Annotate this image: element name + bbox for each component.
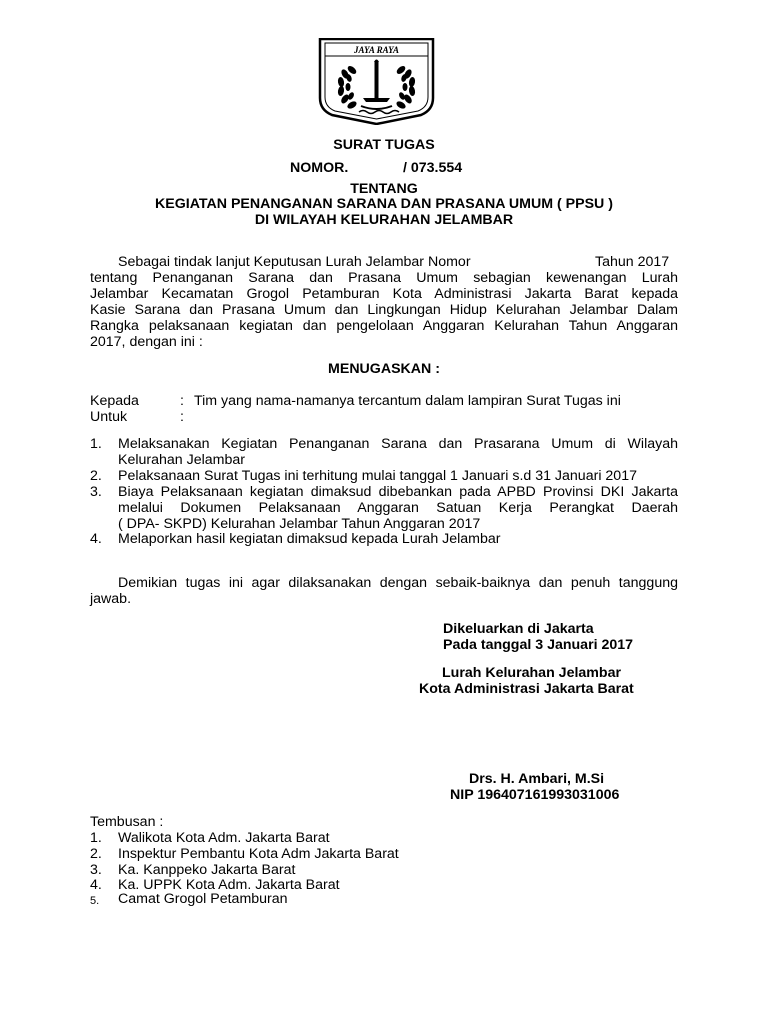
intro-line-4: Kasie Sarana dan Prasana Umum dan Lingkungan Hidup Kelurahan Jelambar Dalam [90,302,678,318]
task-1-line-1: Melaksanakan Kegiatan Penanganan Sarana dan Prasarana Umum di Wilayah [118,436,678,452]
task-1-line-2: Kelurahan Jelambar [118,452,245,468]
tembusan-number: 2. [90,846,102,862]
intro-line-2: tentang Penanganan Sarana dan Prasana Umum sebagian kewenangan Lurah [90,270,678,286]
signatory-name: Drs. H. Ambari, M.Si [469,771,605,787]
untuk-label: Untuk [90,409,128,425]
menugaskan-heading: MENUGASKAN : [328,361,440,377]
intro-line-5: Rangka pelaksanaan kegiatan dan pengelolaan Anggaran Kelurahan Tahun Anggaran [90,318,678,334]
tentang-heading: TENTANG [350,181,418,197]
kepada-value: Tim yang nama-namanya tercantum dalam lampiran Surat Tugas ini [194,393,621,409]
document-title: SURAT TUGAS [333,137,435,153]
intro-line-3: Jelambar Kecamatan Grogol Petamburan Kota Administrasi Jakarta Barat kepada [90,286,678,302]
tembusan-item: Inspektur Pembantu Kota Adm Jakarta Barat [118,846,399,862]
tembusan-number: 1. [90,830,102,846]
nomor-label: NOMOR. [290,160,349,176]
subject-line-1: KEGIATAN PENANGANAN SARANA DAN PRASANA UMUM ( PPSU ) [155,196,613,212]
task-number: 1. [90,436,102,452]
intro-line-6: 2017, dengan ini : [90,334,203,350]
emblem-motto: JAYA RAYA [354,45,399,55]
dki-jakarta-emblem [317,38,436,125]
kepada-colon: : [180,393,184,409]
tembusan-number: 4. [90,877,102,893]
task-3-line-2: melalui Dokumen Pelaksanaan Anggaran Satuan Kerja Perangkat Daerah [118,500,678,516]
subject-line-2: DI WILAYAH KELURAHAN JELAMBAR [254,212,514,228]
task-3-line-3: ( DPA- SKPD) Kelurahan Jelambar Tahun Anggaran 2017 [118,516,481,532]
issued-date: Pada tanggal 3 Januari 2017 [443,637,634,653]
task-4-line-1: Melaporkan hasil kegiatan dimaksud kepada Lurah Jelambar [118,531,501,547]
tembusan-number: 5. [90,895,100,907]
closing-line-1: Demikian tugas ini agar dilaksanakan dengan sebaik-baiknya dan penuh tanggung [118,575,678,591]
tembusan-item: Ka. Kanppeko Jakarta Barat [118,862,296,878]
tembusan-item: Walikota Kota Adm. Jakarta Barat [118,830,330,846]
task-number: 4. [90,531,102,547]
intro-year: Tahun 2017 [595,254,670,270]
tembusan-number: 3. [90,862,102,878]
nomor-value: / 073.554 [403,160,463,176]
task-2-line-1: Pelaksanaan Surat Tugas ini terhitung mulai tanggal 1 Januari s.d 31 Januari 2017 [118,468,637,484]
signatory-position-2: Kota Administrasi Jakarta Barat [419,681,634,697]
task-3-line-1: Biaya Pelaksanaan kegiatan dimaksud dibebankan pada APBD Provinsi DKI Jakarta [118,484,678,500]
signatory-nip: NIP 196407161993031006 [450,787,620,803]
signatory-position-1: Lurah Kelurahan Jelambar [442,665,621,681]
untuk-colon: : [180,409,184,425]
intro-line-1: Sebagai tindak lanjut Keputusan Lurah Jelambar Nomor [118,254,471,270]
tembusan-label: Tembusan : [90,814,164,830]
task-number: 2. [90,468,102,484]
tembusan-item: Ka. UPPK Kota Adm. Jakarta Barat [118,877,340,893]
task-number: 3. [90,484,102,500]
tembusan-item: Camat Grogol Petamburan [118,891,288,907]
issued-place: Dikeluarkan di Jakarta [443,621,594,637]
kepada-label: Kepada [90,393,139,409]
closing-line-2: jawab. [90,591,132,607]
